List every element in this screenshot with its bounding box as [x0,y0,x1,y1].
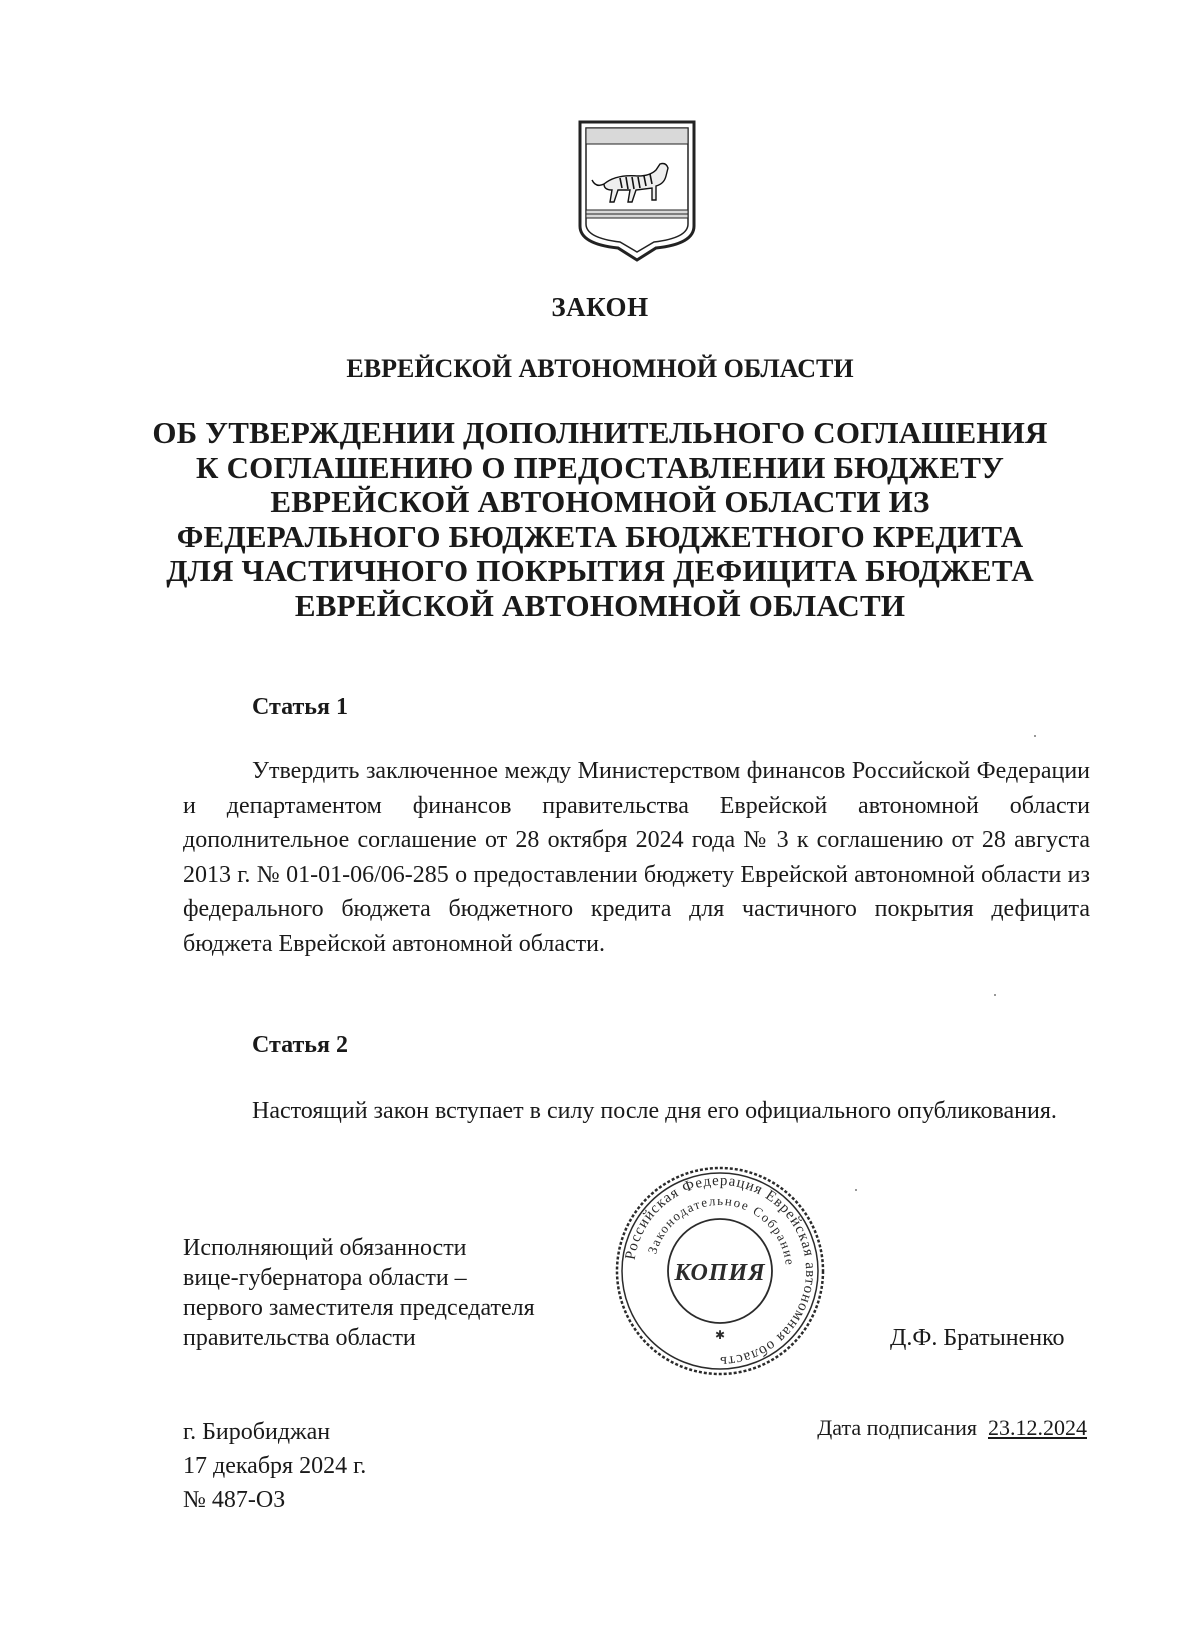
scan-speck [994,994,996,996]
official-seal-icon [612,1163,828,1379]
title-line: К СОГЛАШЕНИЮ О ПРЕДОСТАВЛЕНИИ БЮДЖЕТУ [195,449,1005,485]
title-line: ЕВРЕЙСКОЙ АВТОНОМНОЙ ОБЛАСТИ [294,587,906,623]
signer-position-line: правительства области [183,1325,416,1351]
coat-of-arms-tiger-icon [576,118,698,264]
signing-date-label: Дата подписания [817,1415,977,1440]
adoption-date: 17 декабря 2024 г. [183,1453,367,1479]
title-line: ЕВРЕЙСКОЙ АВТОНОМНОЙ ОБЛАСТИ ИЗ [270,484,930,519]
document-type: ЗАКОН [551,292,649,322]
scan-speck [855,1189,857,1191]
law-number: № 487-ОЗ [183,1487,286,1513]
place-date-number [183,1415,366,1517]
scan-speck [1034,735,1036,737]
city: г. Биробиджан [183,1419,331,1445]
signer-position-line: Исполняющий обязанности [183,1235,467,1261]
signing-date [817,1415,1087,1441]
signer-position [183,1233,603,1353]
article-2-text: Настоящий закон вступает в силу после дня его официального опубликования. [252,1098,1057,1124]
signer-position-line: вице-губернатора области – [183,1265,467,1291]
title-line: ДЛЯ ЧАСТИЧНОГО ПОКРЫТИЯ ДЕФИЦИТА БЮДЖЕТА [166,553,1034,588]
title-line: ОБ УТВЕРЖДЕНИИ ДОПОЛНИТЕЛЬНОГО СОГЛАШЕНИЯ [152,415,1048,450]
svg-text:✱: ✱ [714,1328,726,1342]
seal-center-text: КОПИЯ [674,1260,766,1286]
signer-position-line: первого заместителя председателя [183,1295,535,1321]
article-2-heading: Статья 2 [252,1032,348,1058]
law-title [0,416,1200,623]
region-name: ЕВРЕЙСКОЙ АВТОНОМНОЙ ОБЛАСТИ [346,354,854,383]
signing-date-value: 23.12.2024 [988,1415,1087,1440]
article-1-heading: Статья 1 [252,694,348,720]
seal-inner-text: Законодательное Собрание [644,1192,798,1267]
signer-name: Д.Ф. Братыненко [890,1325,1065,1351]
seal-outer-text: Российская Федерация Еврейская автономная область [622,1172,819,1370]
title-line: ФЕДЕРАЛЬНОГО БЮДЖЕТА БЮДЖЕТНОГО КРЕДИТА [176,518,1024,554]
article-1-text: Утвердить заключенное между Министерством финансов Российской Федерации и департаментом финансов правительства Еврейской автономной области дополнительное соглашение от 28 октября 2024 года № 3 к соглашению от 28 августа 2013 г. № 01-01-06/06-285 о предоставлении бюджету Еврейской автономной области из федерального бюджета бюджетного кредита для частичного покрытия дефицита бюджета Еврейской автономной области. [183,758,1090,957]
